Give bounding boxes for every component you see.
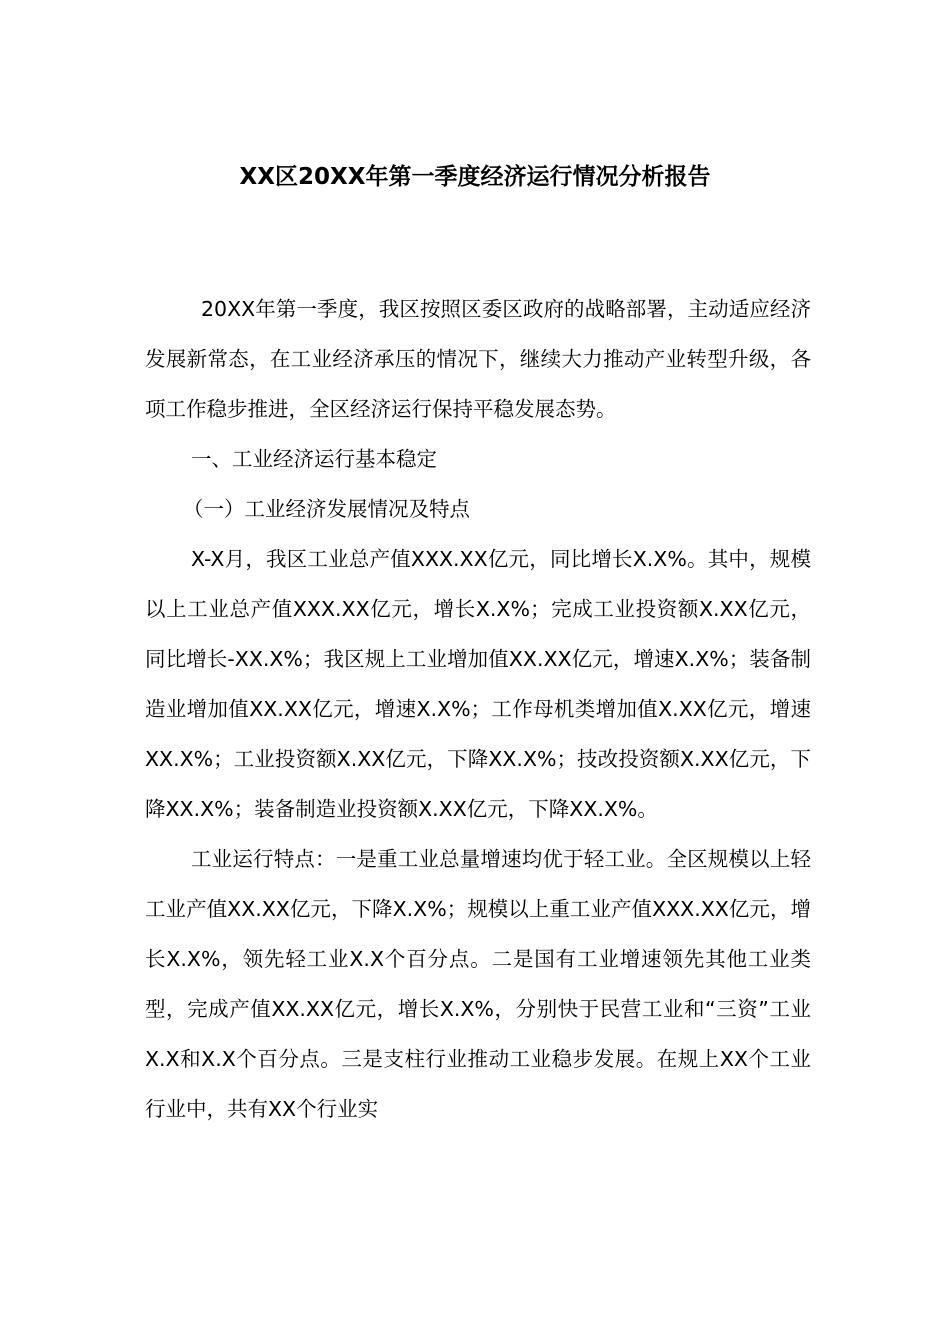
section-heading-industrial-economy: 一、工业经济运行基本稳定 bbox=[191, 447, 437, 471]
document-title: XX区20XX年第一季度经济运行情况分析报告 bbox=[239, 164, 711, 190]
features-paragraph: 工业运行特点：一是重工业总量增速均优于轻工业。全区规模以上轻工业产值XX.XX亿元，下降X.X%；规模以上重工业产值XXX.XX亿元，增长X.X%，领先轻工业X.X个百分点。二是国有工业增速领先其他工业类型，完成产值XX.XX亿元，增长X.X%，分别快于民营工业和“三资”工业X.X和X.X个百分点。三是支柱行业推动工业稳步发展。在规上XX个工业行业中，共有XX个行业实 bbox=[145, 847, 811, 1121]
intro-paragraph: 20XX年第一季度，我区按照区委区政府的战略部署，主动适应经济发展新常态，在工业经济承压的情况下，继续大力推动产业转型升级，各项工作稳步推进，全区经济运行保持平稳发展态势。 bbox=[145, 297, 811, 421]
document-body bbox=[145, 284, 811, 1134]
output-paragraph: X-X月，我区工业总产值XXX.XX亿元，同比增长X.X%。其中，规模以上工业总产值XXX.XX亿元，增长X.X%；完成工业投资额X.XX亿元，同比增长-XX.X%；我区规上工业增加值XX.XX亿元，增速X.X%；装备制造业增加值XX.XX亿元，增速X.X%；工作母机类增加值X.XX亿元，增速XX.X%；工业投资额X.XX亿元，下降XX.X%；技改投资额X.XX亿元，下降XX.X%；装备制造业投资额X.XX亿元，下降XX.X%。 bbox=[145, 547, 811, 821]
subsection-heading-development: （一）工业经济发展情况及特点 bbox=[183, 497, 470, 521]
